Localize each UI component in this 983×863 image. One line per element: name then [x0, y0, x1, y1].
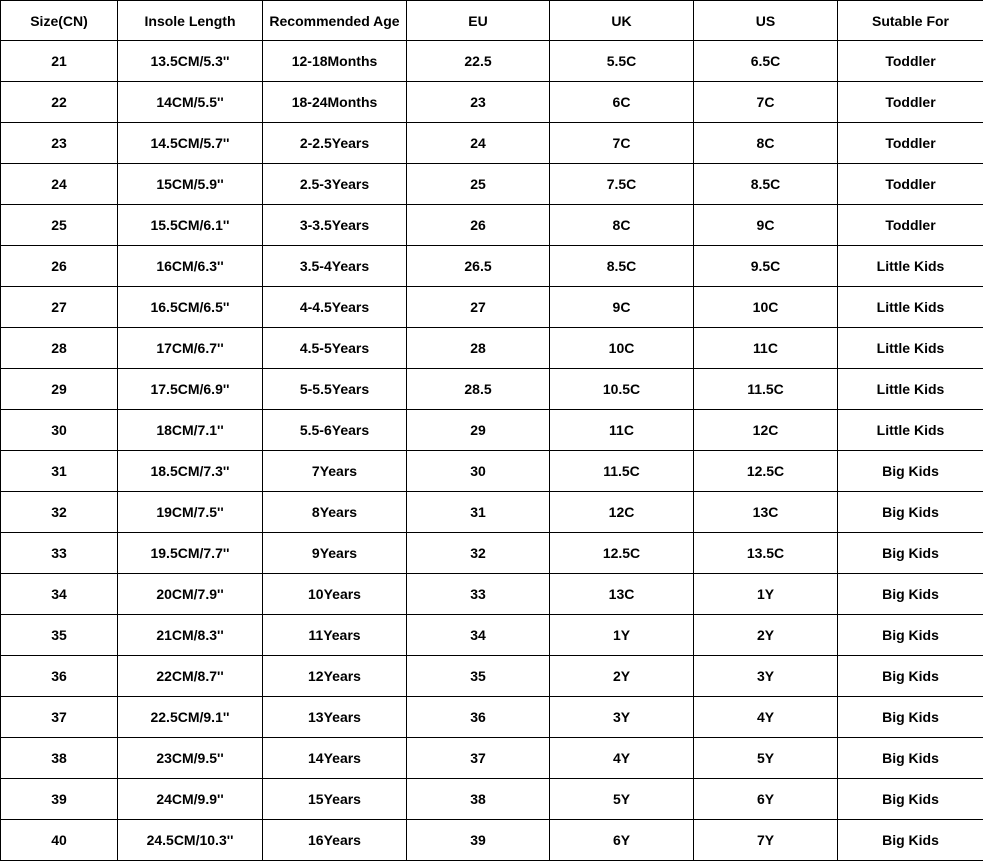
cell-uk: 7.5C	[550, 164, 694, 205]
cell-recommended-age: 18-24Months	[263, 82, 407, 123]
cell-uk: 6Y	[550, 820, 694, 861]
cell-suitable-for: Toddler	[838, 41, 983, 82]
cell-eu: 25	[407, 164, 550, 205]
cell-suitable-for: Big Kids	[838, 574, 983, 615]
cell-uk: 13C	[550, 574, 694, 615]
cell-us: 8C	[694, 123, 838, 164]
cell-suitable-for: Little Kids	[838, 328, 983, 369]
cell-size-cn: 32	[1, 492, 118, 533]
cell-size-cn: 21	[1, 41, 118, 82]
cell-size-cn: 26	[1, 246, 118, 287]
table-row	[1, 697, 983, 738]
cell-eu: 26	[407, 205, 550, 246]
table-row	[1, 82, 983, 123]
cell-suitable-for: Little Kids	[838, 287, 983, 328]
cell-us: 12C	[694, 410, 838, 451]
cell-size-cn: 28	[1, 328, 118, 369]
cell-us: 11C	[694, 328, 838, 369]
table-row	[1, 492, 983, 533]
table-row	[1, 615, 983, 656]
cell-us: 9.5C	[694, 246, 838, 287]
cell-recommended-age: 14Years	[263, 738, 407, 779]
table-row	[1, 779, 983, 820]
cell-us: 2Y	[694, 615, 838, 656]
cell-uk: 1Y	[550, 615, 694, 656]
cell-uk: 8C	[550, 205, 694, 246]
cell-suitable-for: Big Kids	[838, 820, 983, 861]
cell-recommended-age: 11Years	[263, 615, 407, 656]
cell-recommended-age: 13Years	[263, 697, 407, 738]
cell-suitable-for: Big Kids	[838, 492, 983, 533]
cell-recommended-age: 16Years	[263, 820, 407, 861]
table-body	[1, 41, 983, 861]
table-row	[1, 738, 983, 779]
cell-us: 6Y	[694, 779, 838, 820]
cell-suitable-for: Big Kids	[838, 697, 983, 738]
table-row	[1, 533, 983, 574]
cell-recommended-age: 5.5-6Years	[263, 410, 407, 451]
cell-uk: 10.5C	[550, 369, 694, 410]
header-eu: EU	[407, 1, 550, 41]
cell-eu: 35	[407, 656, 550, 697]
cell-recommended-age: 10Years	[263, 574, 407, 615]
cell-size-cn: 30	[1, 410, 118, 451]
cell-suitable-for: Little Kids	[838, 410, 983, 451]
table-row	[1, 164, 983, 205]
cell-insole-length: 16.5CM/6.5''	[118, 287, 263, 328]
cell-us: 13.5C	[694, 533, 838, 574]
cell-eu: 30	[407, 451, 550, 492]
cell-uk: 8.5C	[550, 246, 694, 287]
cell-eu: 33	[407, 574, 550, 615]
cell-eu: 28	[407, 328, 550, 369]
table-row	[1, 205, 983, 246]
header-suitable-for: Sutable For	[838, 1, 983, 41]
table-row	[1, 369, 983, 410]
cell-suitable-for: Little Kids	[838, 369, 983, 410]
table-row	[1, 287, 983, 328]
cell-insole-length: 19CM/7.5''	[118, 492, 263, 533]
cell-recommended-age: 15Years	[263, 779, 407, 820]
cell-recommended-age: 2-2.5Years	[263, 123, 407, 164]
cell-eu: 28.5	[407, 369, 550, 410]
cell-size-cn: 38	[1, 738, 118, 779]
cell-uk: 3Y	[550, 697, 694, 738]
table-row	[1, 123, 983, 164]
cell-uk: 9C	[550, 287, 694, 328]
cell-uk: 6C	[550, 82, 694, 123]
cell-recommended-age: 2.5-3Years	[263, 164, 407, 205]
cell-us: 5Y	[694, 738, 838, 779]
cell-recommended-age: 7Years	[263, 451, 407, 492]
cell-insole-length: 24.5CM/10.3''	[118, 820, 263, 861]
header-uk: UK	[550, 1, 694, 41]
table-row	[1, 574, 983, 615]
cell-eu: 27	[407, 287, 550, 328]
cell-uk: 11C	[550, 410, 694, 451]
cell-suitable-for: Toddler	[838, 164, 983, 205]
cell-size-cn: 23	[1, 123, 118, 164]
cell-recommended-age: 12-18Months	[263, 41, 407, 82]
cell-eu: 34	[407, 615, 550, 656]
cell-us: 11.5C	[694, 369, 838, 410]
cell-eu: 29	[407, 410, 550, 451]
header-size-cn: Size(CN)	[1, 1, 118, 41]
cell-us: 13C	[694, 492, 838, 533]
cell-size-cn: 35	[1, 615, 118, 656]
table-row	[1, 41, 983, 82]
cell-suitable-for: Little Kids	[838, 246, 983, 287]
cell-size-cn: 29	[1, 369, 118, 410]
cell-uk: 11.5C	[550, 451, 694, 492]
table-row	[1, 328, 983, 369]
cell-us: 4Y	[694, 697, 838, 738]
cell-eu: 22.5	[407, 41, 550, 82]
header-us: US	[694, 1, 838, 41]
cell-size-cn: 37	[1, 697, 118, 738]
cell-size-cn: 33	[1, 533, 118, 574]
cell-size-cn: 34	[1, 574, 118, 615]
cell-suitable-for: Toddler	[838, 205, 983, 246]
cell-recommended-age: 5-5.5Years	[263, 369, 407, 410]
cell-us: 3Y	[694, 656, 838, 697]
cell-us: 7C	[694, 82, 838, 123]
cell-suitable-for: Toddler	[838, 123, 983, 164]
cell-eu: 31	[407, 492, 550, 533]
cell-insole-length: 18.5CM/7.3''	[118, 451, 263, 492]
cell-insole-length: 22.5CM/9.1''	[118, 697, 263, 738]
cell-eu: 32	[407, 533, 550, 574]
table-row	[1, 656, 983, 697]
cell-suitable-for: Big Kids	[838, 533, 983, 574]
cell-insole-length: 15CM/5.9''	[118, 164, 263, 205]
cell-insole-length: 19.5CM/7.7''	[118, 533, 263, 574]
cell-uk: 4Y	[550, 738, 694, 779]
cell-size-cn: 40	[1, 820, 118, 861]
cell-insole-length: 14CM/5.5''	[118, 82, 263, 123]
table-row	[1, 246, 983, 287]
cell-recommended-age: 3.5-4Years	[263, 246, 407, 287]
cell-size-cn: 36	[1, 656, 118, 697]
cell-recommended-age: 3-3.5Years	[263, 205, 407, 246]
cell-suitable-for: Toddler	[838, 82, 983, 123]
cell-eu: 36	[407, 697, 550, 738]
cell-suitable-for: Big Kids	[838, 738, 983, 779]
cell-insole-length: 14.5CM/5.7''	[118, 123, 263, 164]
cell-eu: 24	[407, 123, 550, 164]
cell-recommended-age: 4-4.5Years	[263, 287, 407, 328]
cell-us: 6.5C	[694, 41, 838, 82]
cell-us: 12.5C	[694, 451, 838, 492]
cell-size-cn: 39	[1, 779, 118, 820]
cell-recommended-age: 4.5-5Years	[263, 328, 407, 369]
cell-insole-length: 17CM/6.7''	[118, 328, 263, 369]
cell-insole-length: 18CM/7.1''	[118, 410, 263, 451]
cell-suitable-for: Big Kids	[838, 779, 983, 820]
cell-us: 8.5C	[694, 164, 838, 205]
cell-insole-length: 23CM/9.5''	[118, 738, 263, 779]
cell-uk: 10C	[550, 328, 694, 369]
cell-suitable-for: Big Kids	[838, 656, 983, 697]
table-header-row	[1, 1, 983, 41]
cell-eu: 23	[407, 82, 550, 123]
cell-suitable-for: Big Kids	[838, 615, 983, 656]
cell-uk: 2Y	[550, 656, 694, 697]
cell-us: 7Y	[694, 820, 838, 861]
cell-uk: 5Y	[550, 779, 694, 820]
cell-size-cn: 25	[1, 205, 118, 246]
cell-recommended-age: 9Years	[263, 533, 407, 574]
cell-insole-length: 16CM/6.3''	[118, 246, 263, 287]
cell-insole-length: 22CM/8.7''	[118, 656, 263, 697]
cell-us: 9C	[694, 205, 838, 246]
cell-size-cn: 24	[1, 164, 118, 205]
cell-size-cn: 22	[1, 82, 118, 123]
header-insole-length: Insole Length	[118, 1, 263, 41]
cell-insole-length: 15.5CM/6.1''	[118, 205, 263, 246]
cell-suitable-for: Big Kids	[838, 451, 983, 492]
cell-eu: 38	[407, 779, 550, 820]
cell-recommended-age: 12Years	[263, 656, 407, 697]
table-row	[1, 451, 983, 492]
cell-uk: 12.5C	[550, 533, 694, 574]
cell-eu: 39	[407, 820, 550, 861]
cell-insole-length: 24CM/9.9''	[118, 779, 263, 820]
cell-eu: 26.5	[407, 246, 550, 287]
cell-insole-length: 17.5CM/6.9''	[118, 369, 263, 410]
cell-uk: 5.5C	[550, 41, 694, 82]
table-row	[1, 820, 983, 861]
cell-uk: 12C	[550, 492, 694, 533]
cell-size-cn: 31	[1, 451, 118, 492]
cell-insole-length: 13.5CM/5.3''	[118, 41, 263, 82]
cell-us: 10C	[694, 287, 838, 328]
cell-uk: 7C	[550, 123, 694, 164]
cell-recommended-age: 8Years	[263, 492, 407, 533]
cell-insole-length: 20CM/7.9''	[118, 574, 263, 615]
cell-eu: 37	[407, 738, 550, 779]
header-recommended-age: Recommended Age	[263, 1, 407, 41]
cell-size-cn: 27	[1, 287, 118, 328]
cell-insole-length: 21CM/8.3''	[118, 615, 263, 656]
cell-us: 1Y	[694, 574, 838, 615]
table-row	[1, 410, 983, 451]
